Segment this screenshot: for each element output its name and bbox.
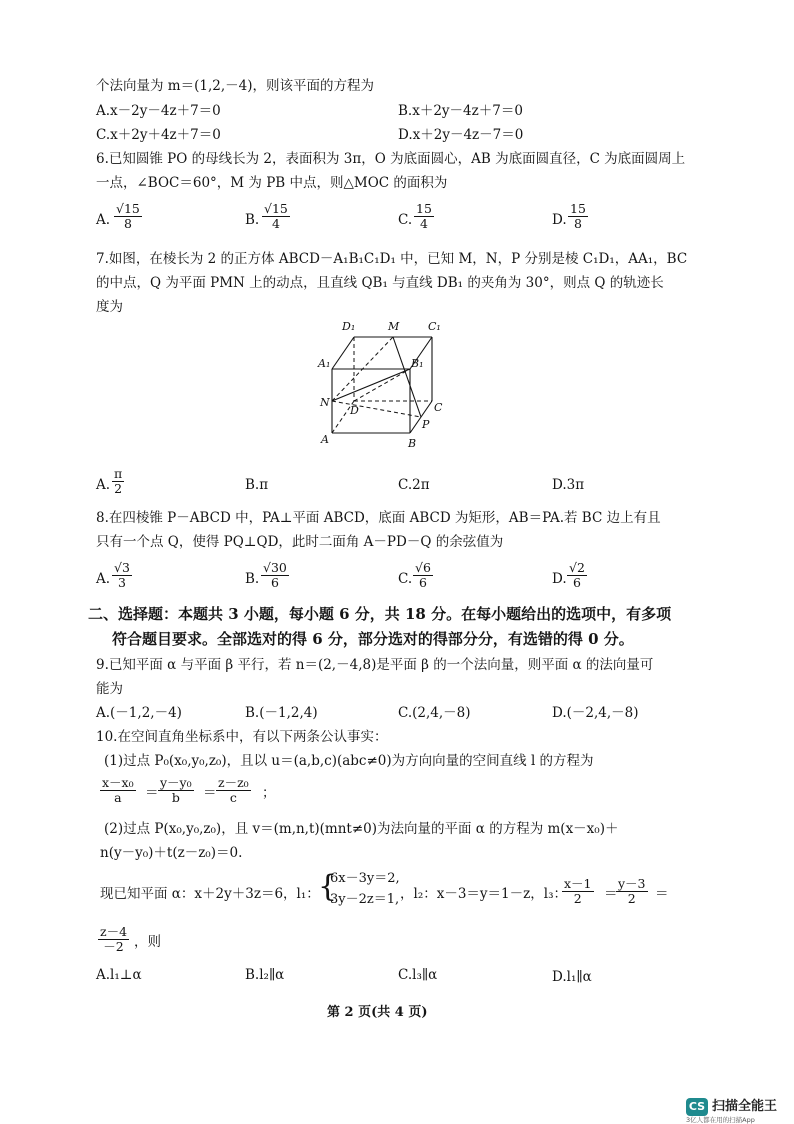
q5-option-d: D.x＋2y－4z－7＝0 bbox=[398, 127, 524, 143]
q5-option-b: B.x＋2y－4z＋7＝0 bbox=[398, 103, 523, 119]
q7-stem-line2: 的中点，Q 为平面 PMN 上的动点，且直线 QB₁ 与直线 DB₁ 的夹角为 30°，则点 Q 的轨迹长 bbox=[96, 275, 664, 291]
q8-option-c-label: C. bbox=[398, 571, 413, 587]
system-brace: { bbox=[318, 869, 338, 904]
q7-stem-line1: 7.如图，在棱长为 2 的正方体 ABCD－A₁B₁C₁D₁ 中，已知 M，N，P 分别是棱 C₁D₁，AA₁，BC bbox=[96, 251, 688, 267]
section2-header-line2: 符合题目要求。全部选对的得 6 分，部分选对的得部分分，有选错的得 0 分。 bbox=[112, 630, 634, 648]
label-d1: D₁ bbox=[342, 320, 356, 333]
q8-stem-line1: 8.在四棱锥 P－ABCD 中，PA⊥平面 ABCD，底面 ABCD 为矩形，AB＝PA.若 BC 边上有且 bbox=[96, 510, 661, 526]
q7-option-a-fraction: $\frac{\pi}{2}$ bbox=[114, 466, 123, 496]
q10-eq1-frac-y: $\frac{\text{y－y₀}}{b}$ bbox=[160, 775, 192, 805]
q9-option-c: C.(2,4,－8) bbox=[398, 705, 471, 721]
q6-stem-line1: 6.已知圆锥 PO 的母线长为 2，表面积为 3π，O 为底面圆心，AB 为底面圆直径，C 为底面圆周上 bbox=[96, 151, 686, 167]
cube-figure bbox=[310, 315, 460, 460]
q6-option-d-fraction: $\frac{15}{8}$ bbox=[570, 201, 586, 231]
q10-l3-sign-1: ＝ bbox=[604, 886, 618, 902]
q7-option-a-label: A. bbox=[96, 477, 111, 493]
section2-header-line1: 二、选择题：本题共 3 小题，每小题 6 分，共 18 分。在每小题给出的选项中，有多项 bbox=[88, 605, 672, 623]
label-c1: C₁ bbox=[428, 320, 441, 333]
q10-eq1-sign-2: ＝ bbox=[203, 785, 217, 801]
q7-option-b: B.π bbox=[245, 477, 269, 493]
q10-then: ，则 bbox=[134, 934, 161, 950]
q7-option-d: D.3π bbox=[552, 477, 585, 493]
q7-stem-line3: 度为 bbox=[96, 299, 123, 315]
q9-stem-line2: 能为 bbox=[96, 681, 123, 697]
q10-stem: 10.在空间直角坐标系中，有以下两条公认事实： bbox=[96, 729, 388, 745]
label-d: D bbox=[350, 404, 359, 417]
q8-stem-line2: 只有一个点 Q，使得 PQ⊥QD，此时二面角 A－PD－Q 的余弦值为 bbox=[96, 534, 504, 550]
q5-option-a: A.x－2y－4z＋7＝0 bbox=[96, 103, 221, 119]
q10-fact2-line1: (2)过点 P(x₀,y₀,z₀)，且 v＝(m,n,t)(mnt≠0)为法向量的平面 α 的方程为 m(x－x₀)＋ bbox=[104, 821, 619, 837]
label-n: N bbox=[320, 396, 330, 409]
q9-option-d: D.(－2,4,－8) bbox=[552, 705, 639, 721]
q8-option-b-fraction: $\frac{√30}{6}$ bbox=[263, 560, 287, 590]
q6-option-c-label: C. bbox=[398, 212, 413, 228]
label-p: P bbox=[422, 418, 430, 431]
q5-stem: 个法向量为 m＝(1,2,－4)，则该平面的方程为 bbox=[96, 78, 374, 94]
q7-option-c: C.2π bbox=[398, 477, 430, 493]
q10-l3-frac-y: $\frac{y-3}{2}$ bbox=[618, 876, 646, 906]
camscanner-logo: CS bbox=[686, 1098, 708, 1116]
q9-option-a: A.(－1,2,－4) bbox=[96, 705, 182, 721]
label-m: M bbox=[388, 320, 400, 333]
q10-l2-text: ，l₂：x－3＝y＝1－z，l₃： bbox=[400, 886, 567, 902]
label-b: B bbox=[408, 437, 417, 450]
label-a1: A₁ bbox=[318, 357, 331, 370]
system-eq-2: 3y－2z＝1, bbox=[330, 892, 400, 907]
q6-stem-line2: 一点，∠BOC＝60°，M 为 PB 中点，则△MOC 的面积为 bbox=[96, 175, 448, 191]
label-a: A bbox=[321, 433, 329, 446]
page-number: 第 2 页(共 4 页) bbox=[327, 1005, 428, 1020]
q10-l3-frac-z: $\frac{z-4}{-2}$ bbox=[100, 924, 128, 954]
q8-option-c-fraction: $\frac{√6}{6}$ bbox=[415, 560, 431, 590]
q10-option-d: D.l₁∥α bbox=[552, 969, 592, 985]
q10-fact2-line2: n(y－y₀)＋t(z－z₀)＝0. bbox=[100, 845, 243, 861]
q10-option-c: C.l₃∥α bbox=[398, 967, 438, 983]
q8-option-b-label: B. bbox=[245, 571, 260, 587]
q8-option-d-fraction: $\frac{√2}{6}$ bbox=[569, 560, 585, 590]
q10-eq1-end: ； bbox=[262, 785, 276, 801]
q10-given-prefix: 现已知平面 α：x＋2y＋3z＝6，l₁： bbox=[100, 886, 320, 902]
q10-fact1: (1)过点 P₀(x₀,y₀,z₀)，且以 u＝(a,b,c)(abc≠0)为方向向量的空间直线 l 的方程为 bbox=[104, 753, 594, 769]
q6-option-b-fraction: $\frac{√15}{4}$ bbox=[264, 201, 288, 231]
q6-option-c-fraction: $\frac{15}{4}$ bbox=[416, 201, 432, 231]
q9-stem-line1: 9.已知平面 α 与平面 β 平行，若 n＝(2,－4,8)是平面 β 的一个法向量，则平面 α 的法向量可 bbox=[96, 657, 654, 673]
q5-option-c: C.x＋2y＋4z＋7＝0 bbox=[96, 127, 221, 143]
q10-option-a: A.l₁⊥α bbox=[96, 967, 142, 983]
label-c: C bbox=[434, 401, 443, 414]
q6-option-a-label: A. bbox=[96, 212, 111, 228]
system-eq-1: 6x－3y＝2, bbox=[330, 871, 400, 886]
q10-option-b: B.l₂∥α bbox=[245, 967, 285, 983]
q6-option-a-fraction: $\frac{√15}{8}$ bbox=[116, 201, 140, 231]
q10-eq1-frac-x: $\frac{\text{x－x₀}}{a}$ bbox=[102, 775, 134, 805]
q8-option-a-fraction: $\frac{√3}{3}$ bbox=[114, 560, 130, 590]
watermark-brand: 扫描全能王 bbox=[712, 1099, 778, 1114]
q10-eq1-frac-z: $\frac{\text{z－z₀}}{c}$ bbox=[218, 775, 249, 805]
q8-option-d-label: D. bbox=[552, 571, 567, 587]
q8-option-a-label: A. bbox=[96, 571, 111, 587]
q10-l3-sign-2: ＝ bbox=[655, 886, 669, 902]
q10-eq1-sign-1: ＝ bbox=[145, 785, 159, 801]
watermark-tagline: 3亿人都在用的扫描App bbox=[686, 1116, 755, 1124]
label-b1: B₁ bbox=[411, 357, 424, 370]
q6-option-b-label: B. bbox=[245, 212, 260, 228]
q6-option-d-label: D. bbox=[552, 212, 567, 228]
q10-l3-frac-x: $\frac{x-1}{2}$ bbox=[564, 876, 592, 906]
q9-option-b: B.(－1,2,4) bbox=[245, 705, 318, 721]
